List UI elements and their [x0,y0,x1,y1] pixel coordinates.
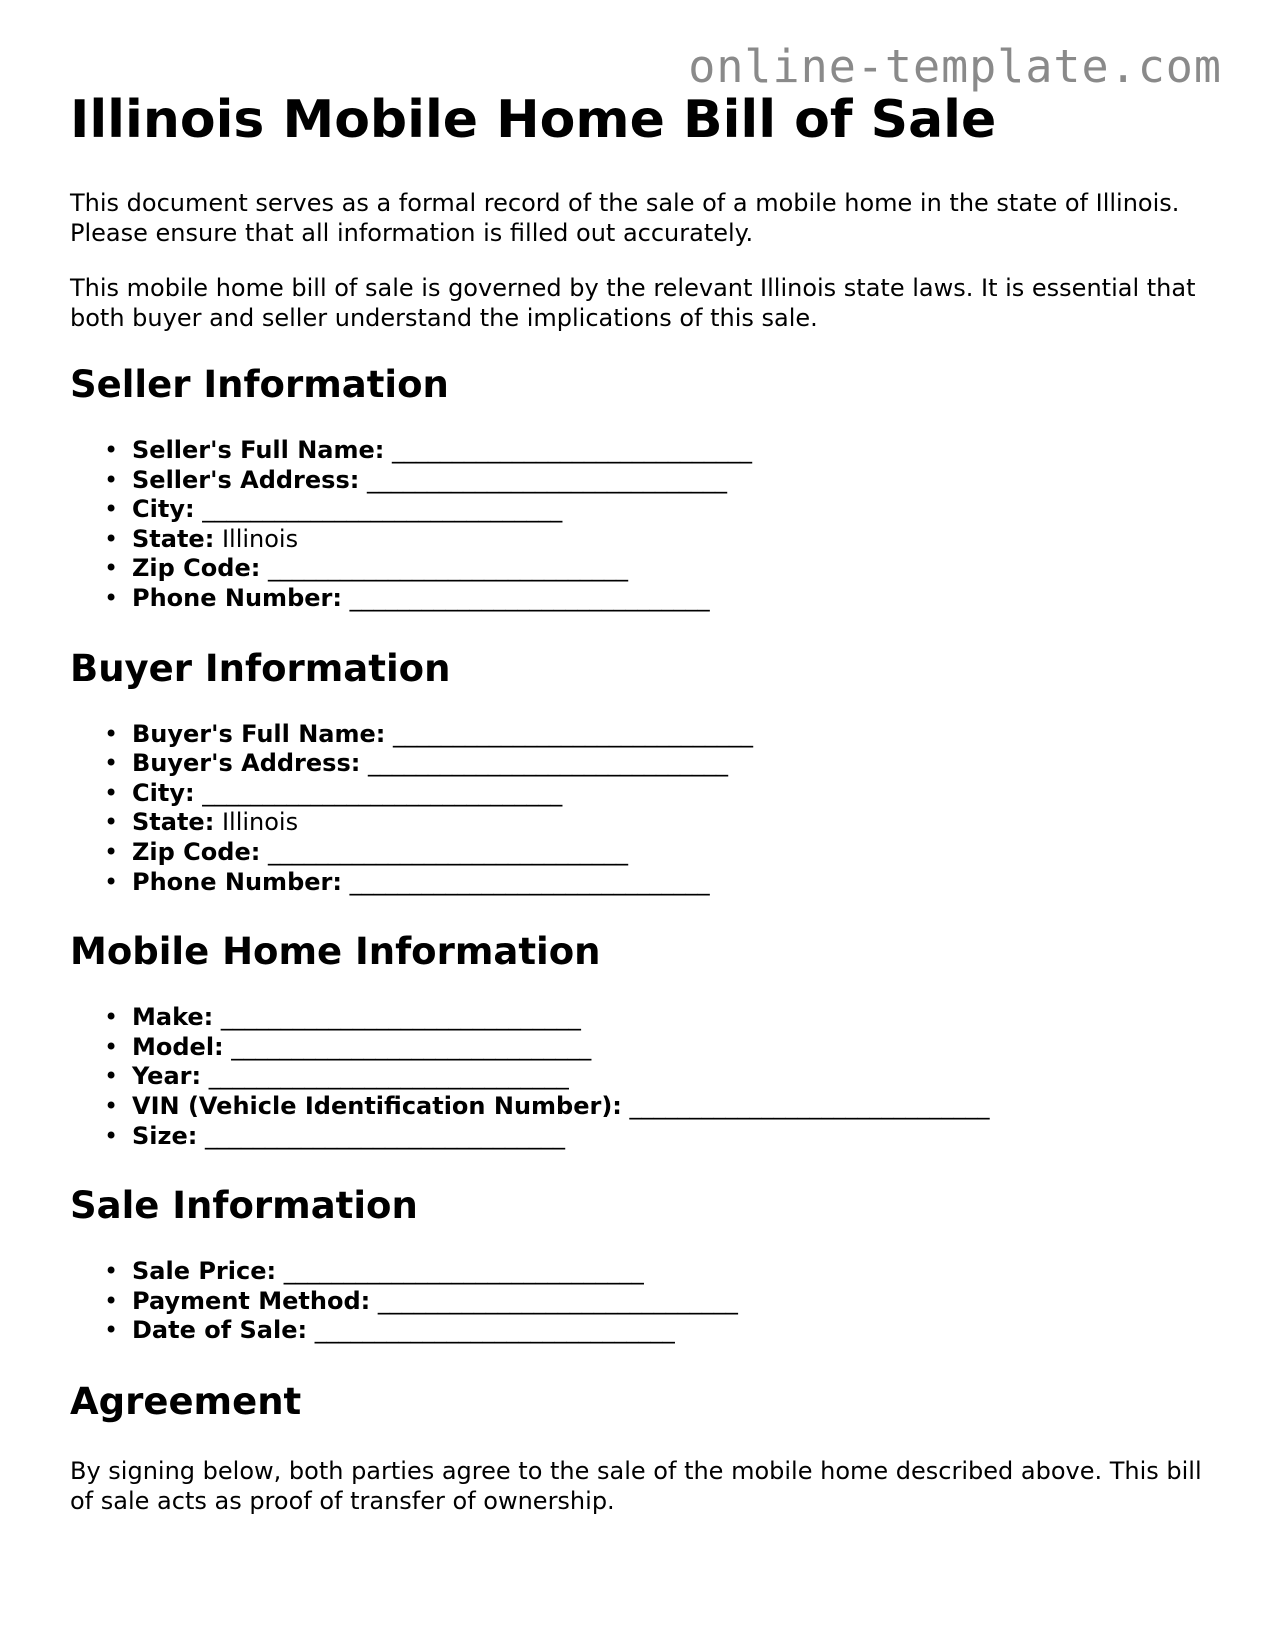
seller-zip-code-field[interactable] [70,554,1210,584]
model-field[interactable] [70,1033,1210,1063]
field-label: Zip Code: [132,837,261,866]
sale-heading: Sale Information [70,1184,418,1228]
bullet-icon: • [104,719,119,748]
watermark: online-template.com [688,40,1222,93]
sale-field-list [70,1257,1210,1346]
seller-state-field [70,525,1210,555]
field-value: ______________________________ [392,436,753,464]
bullet-icon: • [104,808,119,837]
field-label: Zip Code: [132,554,261,583]
sale-price-field[interactable] [70,1257,1210,1287]
field-value: ______________________________ [367,749,728,778]
mobile-home-heading: Mobile Home Information [70,930,601,974]
field-value: ______________________________ [366,465,727,494]
field-value: ______________________________ [267,837,628,866]
field-value: Illinois [221,524,299,553]
intro-paragraph-1: This document serves as a formal record of the sale of a mobile home in the state of Illinois. Please ensure that all information is filled out accurately. [70,189,1180,247]
size-field[interactable] [70,1122,1210,1152]
bullet-icon: • [104,1062,119,1091]
buyer-full-name-field[interactable] [70,720,1210,750]
field-value: ______________________________ [629,1091,990,1120]
bullet-icon: • [104,778,119,807]
agreement-paragraph: By signing below, both parties agree to the sale of the mobile home described above. This bill of sale acts as proof of transfer of ownership. [70,1456,1202,1515]
field-value: ______________________________ [349,583,710,612]
agreement-heading: Agreement [70,1379,302,1423]
field-label: Seller's Address: [132,465,360,494]
field-value: ______________________________ [377,1286,738,1315]
bullet-icon: • [104,837,119,866]
field-value: ______________________________ [283,1257,644,1286]
document-title: Illinois Mobile Home Bill of Sale [70,90,997,150]
payment-method-field[interactable] [70,1287,1210,1317]
bullet-icon: • [104,1121,119,1150]
field-value: ______________________________ [220,1003,581,1032]
field-value: ______________________________ [267,554,628,583]
bullet-icon: • [104,554,119,583]
field-label: Size: [132,1121,198,1150]
field-label: Buyer's Full Name: [132,719,386,748]
seller-field-list [70,436,1210,614]
buyer-address-field[interactable] [70,749,1210,779]
field-label: Seller's Full Name: [132,436,385,464]
bullet-icon: • [104,465,119,494]
seller-address-field[interactable] [70,466,1210,496]
buyer-city-field[interactable] [70,779,1210,809]
year-field[interactable] [70,1062,1210,1092]
seller-full-name-field[interactable] [70,436,1210,466]
bullet-icon: • [104,583,119,612]
field-label: Phone Number: [132,583,342,612]
field-label: Year: [132,1062,202,1091]
field-value: Illinois [221,808,299,837]
bullet-icon: • [104,1257,119,1286]
intro-paragraph-2: This mobile home bill of sale is governed by the relevant Illinois state laws. It is essential that both buyer and seller understand the implications of this sale. [70,274,1196,332]
field-label: Model: [132,1032,224,1061]
date-of-sale-field[interactable] [70,1316,1210,1346]
document-page [70,86,1210,1516]
field-label: City: [132,495,195,524]
field-label: Date of Sale: [132,1316,308,1345]
bullet-icon: • [104,749,119,778]
field-label: Buyer's Address: [132,749,361,778]
buyer-heading: Buyer Information [70,646,451,690]
field-label: State: [132,524,215,553]
bullet-icon: • [104,524,119,553]
buyer-zip-code-field[interactable] [70,838,1210,868]
bullet-icon: • [104,1032,119,1061]
bullet-icon: • [104,1316,119,1345]
seller-city-field[interactable] [70,495,1210,525]
field-value: ______________________________ [202,495,563,524]
buyer-field-list [70,720,1210,898]
field-value: ______________________________ [393,719,754,748]
field-label: State: [132,808,215,837]
field-value: ______________________________ [231,1032,592,1061]
field-label: VIN (Vehicle Identification Number): [132,1091,622,1120]
bullet-icon: • [104,867,119,896]
field-label: Make: [132,1003,214,1032]
field-label: City: [132,778,195,807]
mobile-home-field-list [70,1003,1210,1151]
buyer-phone-field[interactable] [70,868,1210,898]
buyer-state-field [70,808,1210,838]
bullet-icon: • [104,1091,119,1120]
bullet-icon: • [104,1003,119,1032]
field-label: Sale Price: [132,1257,277,1286]
field-value: ______________________________ [205,1121,565,1150]
bullet-icon: • [104,495,119,524]
make-field[interactable] [70,1003,1210,1033]
field-value: ______________________________ [202,778,563,807]
bullet-icon: • [104,1286,119,1315]
field-value: ______________________________ [314,1316,675,1345]
field-label: Phone Number: [132,867,342,896]
bullet-icon: • [104,436,119,464]
field-label: Payment Method: [132,1286,371,1315]
field-value: ______________________________ [208,1062,569,1091]
field-value: ______________________________ [349,867,710,896]
seller-phone-field[interactable] [70,584,1210,614]
seller-heading: Seller Information [70,363,449,406]
vin-field[interactable] [70,1092,1210,1122]
